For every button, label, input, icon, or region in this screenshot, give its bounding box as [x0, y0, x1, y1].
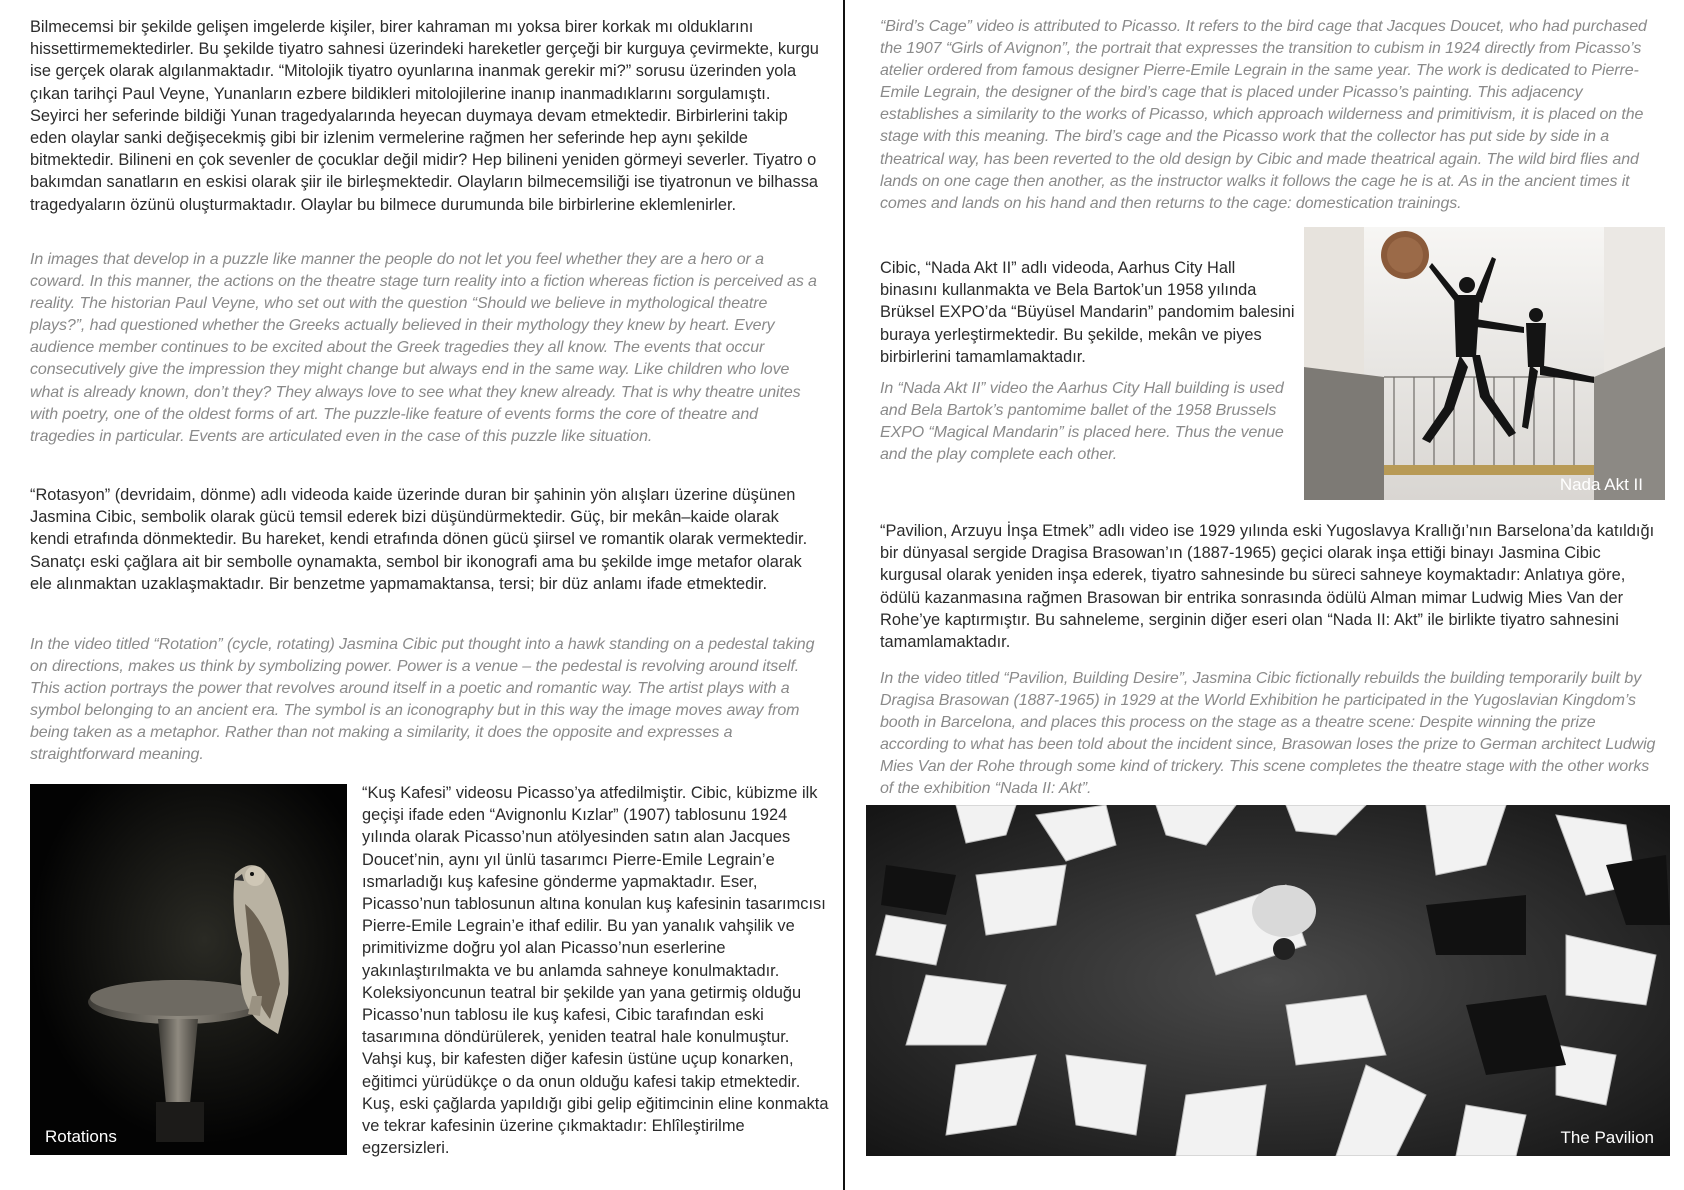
left-paragraph-1-turkish: Bilmecemsi bir şekilde gelişen imgelerde kişiler, birer kahraman mı yoksa birer korkak mı olduklarını hissettirmemektedirler. Bu şekilde tiyatro sahnesi üzerindeki hareketler gerçeği bir kurguya çevirmekte, kurgu ise gerçek olarak algılanmaktadır. “Mitolojik tiyatro oyunlarına inanmak gerekir mi?” sorusu üzerinden yola çıkan tarihçi Paul Veyne, Yunanların ezbere bildikleri mitolojilerine inanıp inanmadıklarını sorgulamıştı. Seyirci her seferinde bildiği Yunan tragedyalarında heyecan duymaya devam etmektedir. Birbirlerini takip eden olaylar sanki değişecekmiş gibi bir izlenim vermelerine rağmen her seferinde hep aynı şekilde bitmektedir. Bilineni en çok sevenler de çocuklar değil midir? Hep bilineni yeniden görmeyi severler. Tiyatro o bakımdan sanatların en eskisi olarak şiir ile birleşmektedir. Olayların bilmecemsiliği ise tiyatronun ve bilhassa tragedyaların özünü oluşturmaktadır. Olaylar bu bilmece durumunda bile birbirlerine eklemlenirler. — [30, 18, 819, 214]
pavilion-photo — [866, 805, 1670, 1156]
left-paragraph-2-turkish: “Rotasyon” (devridaim, dönme) adlı videoda kaide üzerinde duran bir şahinin yön alışları üzerine düşünen Jasmina Cibic, sembolik olarak gücü temsil ederek bizi düşündürmektedir. Güç, bir mekân–kaide olarak kendi etrafında dönmektedir. Bu hareket, kendi etrafında dönen gücü şiirsel ve romantik olarak vermektedir. Sanatçı eski çağlara ait bir sembolle oynamakta, sembol bir ikonografi ama bu şekilde imge metafor olarak ele alınmaktan uzaklaşmaktadır. Bir benzetme yapmamaktansa, tersi; bir düz anlamı ifade etmektedir. — [30, 486, 808, 593]
page-divider — [843, 0, 845, 1190]
nada-akt-caption: Nada Akt II — [1559, 475, 1643, 494]
left-paragraph-1-english: In images that develop in a puzzle like manner the people do not let you feel whether they are a hero or a coward. In this manner, the actions on the theatre stage turn reality into a fiction whereas fiction is perceived as a reality. The historian Paul Veyne, who set out with the question “Should we believe in mythological theatre plays?”, had questioned whether the Greeks actually believed in their mythology they knew by heart. Every audience member continues to be excited about the Greek tragedies they all know. The events that occur consecutively give the impression they might change but always end in the same way. Like children who love what is already known, don’t they? They always love to see what they knew already. That is why theatre unites with poetry, one of the oldest forms of art. The puzzle-like feature of events forms the core of theatre and tragedies in particular. Events are articulated even in the case of this puzzle like situation. — [30, 251, 817, 445]
pavilion-caption: The Pavilion — [1560, 1128, 1654, 1147]
ballet-dancers-image — [1304, 227, 1665, 500]
right-paragraph-1-english: “Bird’s Cage” video is attributed to Picasso. It refers to the bird cage that Jacques Doucet, who had purchased the 1907 “Girls of Avignon”, the portrait that expresses the transition to cubism in 1924 directly from Picasso’s atelier ordered from famous designer Pierre-Emile Legrain in the same year. The work is dedicated to Pierre-Emile Legrain, the designer of the bird’s cage that is placed under Picasso’s painting. This adjacency establishes a similarity to the works of Picasso, which approach wilderness and primitivism, it is placed on the stage with this meaning. The bird’s cage and the Picasso work that the collector has put side by side in a theatrical way, has been reverted to the old design by Cibic and made theatrical again. The wild bird flies and lands on one cage then another, as the instructor walks it follows the cage he is at. As in the ancient times it comes and lands on his hand and then returns to the cage: domestication trainings. — [880, 18, 1647, 212]
left-paragraph-3-turkish: “Kuş Kafesi” videosu Picasso’ya atfedilmiştir. Cibic, kübizme ilk geçişi ifade eden “Avignonlu Kızlar” (1907) tablosunu 1924 yılında olarak Picasso’nun atölyesinden satın alan Jacques Doucet’nin, aynı yıl ünlü tasarımcı Pierre-Emile Legrain’e ısmarladığı kuş kafesine gönderme yapmaktadır. Eser, Picasso’nun tablosunun altına konulan kuş kafesinin tasarımcısı Pierre-Emile Legrain’e ithaf edilir. Bu yan yanalık vahşilik ve primitivizme doğru yol alan Picasso’nun eserlerine yakınlaştırılmakta ve bu anlamda sahneye konulmaktadır. Koleksiyoncunun teatral bir şekilde yan yana getirmiş olduğu Picasso’nun tablosu ile kuş kafesi, Cibic tarafından eski tasarımına döndürülerek, yeniden teatral hale konulmuştur. Vahşi kuş, bir kafesten diğer kafesin üstüne uçup konarken, eğitimci yürüdükçe o da onun olduğu kafesi takip etmektedir. Kuş, eski çağlarda yapıldığı gibi gelip eğitimcinin eline konmakta ve tekrar kafesinin üzerine çıkmaktadır: Ehlîleştirilme egzersizleri. — [362, 784, 829, 1158]
left-paragraph-2-english: In the video titled “Rotation” (cycle, rotating) Jasmina Cibic put thought into a hawk standing on a pedestal taking on directions, makes us think by symbolizing power. Power is a venue – the pedestal is revolving around itself. This action portrays the power that revolves around itself in a poetic and romantic way. The artist plays with a symbol belonging to an ancient era. The symbol is an iconography but in this way the image moves away from being taken as a metaphor. Rather than not making a similarity, it does the opposite and expresses a straightforward meaning. — [30, 636, 815, 764]
nada-akt-photo — [1304, 227, 1665, 500]
rotations-photo — [30, 784, 347, 1155]
hawk-on-pedestal-image — [30, 784, 347, 1155]
right-paragraph-2-english: In “Nada Akt II” video the Aarhus City Hall building is used and Bela Bartok’s pantomime ballet of the 1958 Brussels EXPO “Magical Mandarin” is placed here. Thus the venue and the play complete each other. — [880, 380, 1284, 464]
right-paragraph-3-english: In the video titled “Pavilion, Building Desire”, Jasmina Cibic fictionally rebuilds the building temporarily built by Dragisa Brasowan (1887-1965) in 1929 at the World Exhibition he participated in the Yugoslavian Kingdom’s booth in Barcelona, and places this process on the stage as a theatre scene: Despite winning the prize according to what has been told about the incident since, Brasowan loses the prize to German architect Ludwig Mies Van der Rohe through some kind of trickery. This scene completes the theatre stage with the other works of the exhibition “Nada II: Akt”. — [880, 670, 1656, 798]
pavilion-installation-image — [866, 805, 1670, 1156]
right-paragraph-2-turkish: Cibic, “Nada Akt II” adlı videoda, Aarhus City Hall binasını kullanmakta ve Bela Bartok’un 1958 yılında Brüksel EXPO’da “Büyüsel Mandarin” pandomim balesini buraya yerleştirmektedir. Bu şekilde, mekân ve piyes birbirlerini tamamlamaktadır. — [880, 259, 1295, 366]
rotations-caption: Rotations — [45, 1127, 117, 1146]
right-paragraph-3-turkish: “Pavilion, Arzuyu İnşa Etmek” adlı video ise 1929 yılında eski Yugoslavya Krallığı’nın Barselona’da katıldığı bir dünyasal sergide Dragisa Brasowan’ın (1887-1965) geçici olarak inşa ettiği binayı Jasmina Cibic kurgusal olarak yeniden inşa ederek, tiyatro sahnesinde bu süreci sahneye koymaktadır: Anlatıya göre, ödülü kazanmasına rağmen Brasowan bir entrika sonrasında ödülü Alman mimar Ludwig Mies Van der Rohe’ye kaptırmıştır. Bu sahneleme, serginin diğer eseri olan “Nada II: Akt” ile birlikte tiyatro sahnesini tamamlamaktadır. — [880, 522, 1655, 652]
